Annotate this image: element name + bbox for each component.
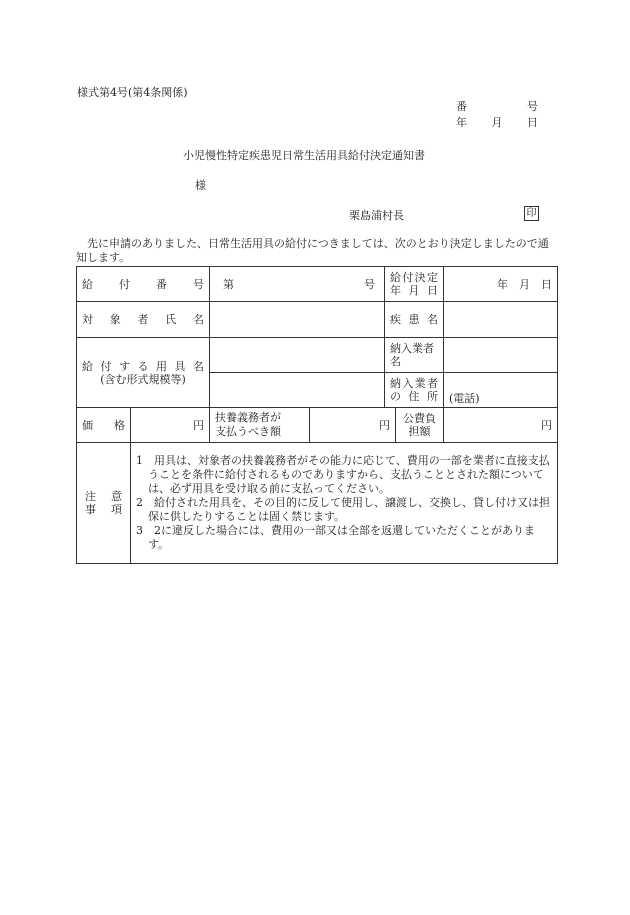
price-label: 価 格 <box>77 408 131 443</box>
document-number-field: 番 号 <box>456 100 538 113</box>
note-item: 3 2に違反した場合には、費用の一部又は全部を返還していただくことがあります。 <box>136 524 535 551</box>
device-name-value-2[interactable] <box>210 373 385 408</box>
row-device-1 <box>77 338 558 373</box>
row-subject <box>77 302 558 338</box>
guardian-pay-value[interactable]: 円 <box>310 408 396 443</box>
public-burden-label: 公費負担額 <box>396 408 444 443</box>
decision-table <box>76 266 558 564</box>
supplier-address-label: 納 入 業 者 の 住 所 <box>385 373 444 408</box>
supplier-name-value[interactable] <box>444 338 558 373</box>
intro-text: 先に申請のありました、日常生活用具の給付につきましては、次のとおり決定しましたので通知します。 <box>76 237 549 264</box>
notes-content <box>131 443 558 564</box>
seal-mark: 印 <box>524 206 539 221</box>
subject-name-label: 対 象 者 氏 名 <box>77 302 210 338</box>
row-grant-number <box>77 267 558 302</box>
row-notes <box>77 443 558 564</box>
disease-label: 疾 患 名 <box>385 302 444 338</box>
subject-name-value[interactable] <box>210 302 385 338</box>
row-price <box>77 408 558 443</box>
decision-date-label: 給 付 決 定 年 月 日 <box>385 267 444 302</box>
grant-number-value[interactable]: 第 号 <box>210 267 385 302</box>
note-item: 2 給付された用具を、その目的に反して使用し、譲渡し、交換し、貸し付け又は担保に供したりすることは固く禁じます。 <box>136 496 550 523</box>
device-name-label: 給 付 す る 用 具 名 (含む形式規模等) <box>77 338 210 408</box>
grant-number-label: 給 付 番 号 <box>77 267 210 302</box>
disease-value[interactable] <box>444 302 558 338</box>
document-date-field: 年 月 日 <box>456 116 538 129</box>
device-name-value-1[interactable] <box>210 338 385 373</box>
addressee-suffix: 様 <box>195 179 206 192</box>
notes-label: 注 意 事 項 <box>77 443 131 564</box>
guardian-pay-label: 扶養義務者が 支払うべき額 <box>210 408 310 443</box>
form-id: 様式第4号(第4条関係) <box>77 86 188 99</box>
phone-label: (電話) <box>449 392 480 405</box>
document-title: 小児慢性特定疾患児日常生活用具給付決定通知書 <box>183 149 425 162</box>
issuer-name: 栗島浦村長 <box>349 209 404 222</box>
public-burden-value[interactable]: 円 <box>444 408 558 443</box>
supplier-address-value[interactable] <box>444 373 558 408</box>
price-value[interactable]: 円 <box>131 408 210 443</box>
supplier-name-label: 納入業者名 <box>385 338 444 373</box>
decision-date-value[interactable]: 年 月 日 <box>444 267 558 302</box>
note-item: 1 用具は、対象者の扶養義務者がその能力に応じて、費用の一部を業者に直接支払うことを条件に給付されるものでありますから、支払うこととされた額については、必ず用具を受け取る前に支払ってください。 <box>136 454 550 495</box>
